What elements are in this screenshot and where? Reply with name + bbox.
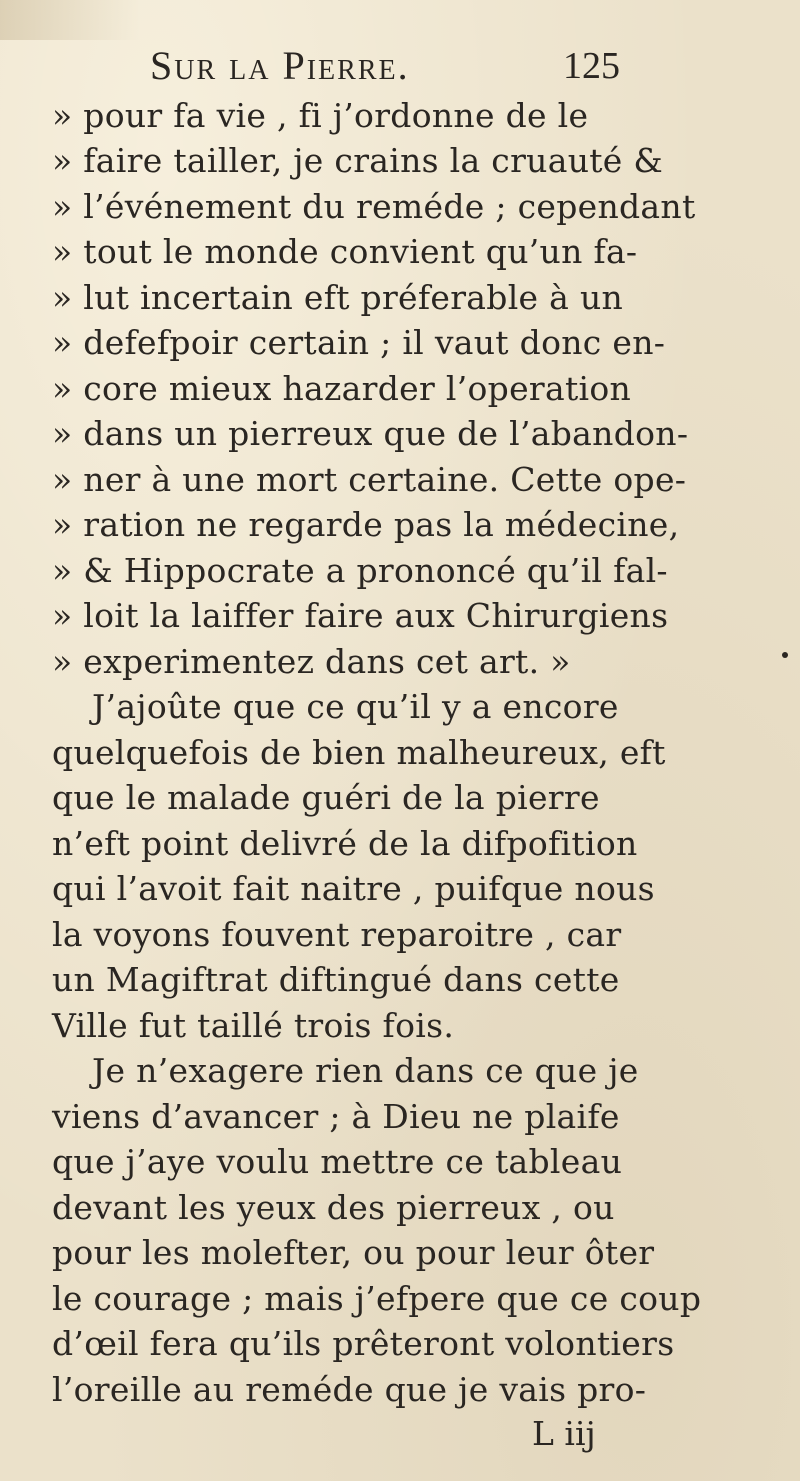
signature-mark: L iij — [532, 1414, 596, 1453]
text-line: » loit la laiffer faire aux Chirurgiens — [52, 596, 669, 635]
text-line: que j’aye voulu mettre ce tableau — [52, 1142, 623, 1181]
text-line: » l’événement du reméde ; cependant — [52, 187, 696, 226]
text-line: un Magiftrat diftingué dans cette — [52, 960, 620, 999]
text-line: » dans un pierreux que de l’abandon- — [52, 414, 689, 453]
text-line: qui l’avoit fait naitre , puifque nous — [52, 869, 655, 908]
text-line: viens d’avancer ; à Dieu ne plaife — [52, 1097, 620, 1136]
text-line: » pour fa vie , fi j’ordonne de le — [52, 96, 589, 135]
text-line: le courage ; mais j’efpere que ce coup — [52, 1279, 702, 1318]
page-number: 125 — [563, 45, 620, 87]
text-line: d’œil fera qu’ils prêteront volontiers — [52, 1324, 675, 1363]
text-line: » tout le monde convient qu’un fa- — [52, 232, 638, 271]
text-line: » defefpoir certain ; il vaut donc en- — [52, 323, 666, 362]
text-line: pour les molefter, ou pour leur ôter — [52, 1233, 655, 1272]
ink-speck — [782, 652, 788, 658]
text-line: quelquefois de bien malheureux, eft — [52, 733, 666, 772]
running-title: Sur la Pierre. — [150, 43, 410, 88]
text-line: » ner à une mort certaine. Cette ope- — [52, 460, 687, 499]
text-line: J’ajoûte que ce qu’il y a encore — [92, 687, 619, 726]
text-line: la voyons fouvent reparoitre , car — [52, 915, 622, 954]
text-line: n’eft point delivré de la difpofition — [52, 824, 638, 863]
text-line: » & Hippocrate a prononcé qu’il fal- — [52, 551, 668, 590]
text-line: » faire tailler, je crains la cruauté & — [52, 141, 664, 180]
text-line: Je n’exagere rien dans ce que je — [92, 1051, 639, 1090]
text-line: devant les yeux des pierreux , ou — [52, 1188, 615, 1227]
text-line: que le malade guéri de la pierre — [52, 778, 600, 817]
text-line: » core mieux hazarder l’operation — [52, 369, 632, 408]
text-line: » experimentez dans cet art. » — [52, 642, 571, 681]
text-line: » lut incertain eft préferable à un — [52, 278, 624, 317]
text-line: l’oreille au reméde que je vais pro- — [52, 1370, 647, 1409]
text-line: » ration ne regarde pas la médecine, — [52, 505, 680, 544]
text-line: Ville fut taillé trois fois. — [52, 1006, 455, 1045]
